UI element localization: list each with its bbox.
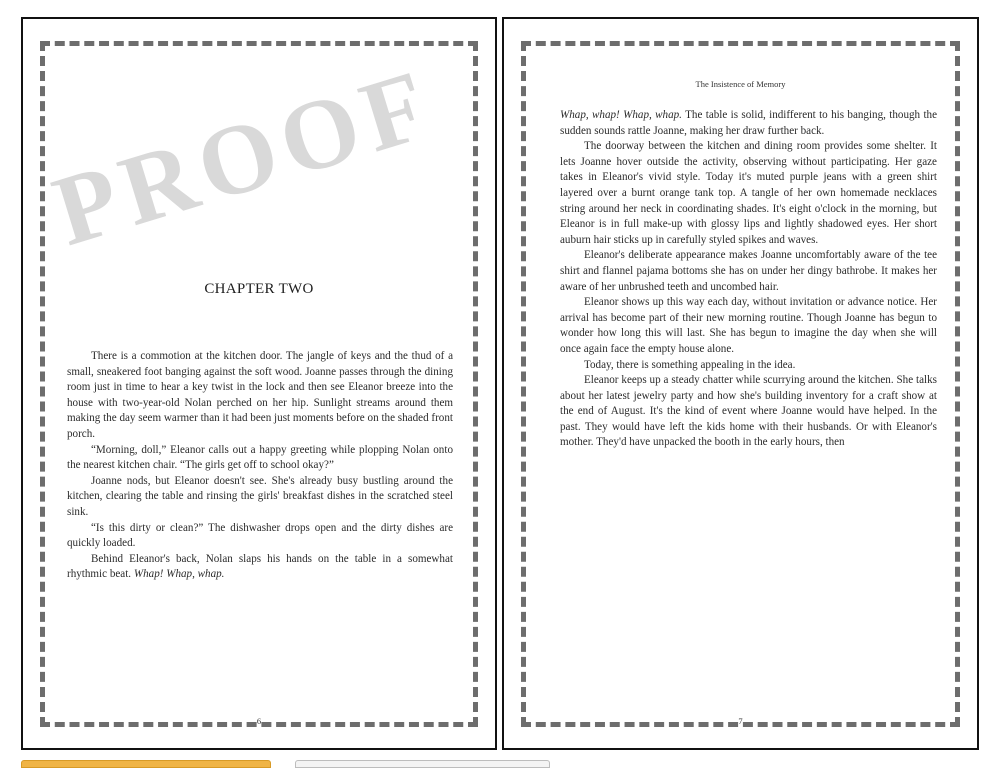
paragraph: Behind Eleanor's back, Nolan slaps his hands on the table in a somewhat rhythmic beat. Whap! Whap, whap. bbox=[67, 552, 453, 581]
paragraph: Eleanor shows up this way each day, without invitation or advance notice. Her arrival has become part of their new morning routine. Though Joanne has begun to wonder how long this will last. She has begun to imagine the day when she will once again face the empty house alone. bbox=[560, 296, 937, 355]
primary-action-button[interactable] bbox=[21, 760, 271, 768]
proof-watermark: PROOF bbox=[41, 46, 447, 268]
body-text bbox=[560, 108, 937, 451]
paragraph: Whap, whap! Whap, whap. The table is solid, indifferent to his banging, though the sudden sounds rattle Joanne, making her draw further back. bbox=[560, 109, 938, 137]
paragraph: There is a commotion at the kitchen door. The jangle of keys and the thud of a small, sneakered foot banging against the soft wood. Joanne passes through the dining room just in time to hear a key twist in the lock and then see Eleanor breeze into the house with two-year-old Nolan perched on her hip. Sunlight streams around them making the day seem warmer than it had been just moments before on the shaded front porch. bbox=[67, 350, 453, 440]
paragraph: The doorway between the kitchen and dining room provides some shelter. It lets Joanne hover outside the activity, observing without participating. Her gaze takes in Eleanor's vivid style. Today it's muted purple jeans with a green shirt layered over a burnt orange tank top. A tangle of her own homemade necklaces string around her neck in coordinating shades. It's eight o'clock in the morning, but Eleanor is in full make-up with glossy lips and lightly shadowed eyes. Her short auburn hair sticks up in carefully styled spikes and waves. bbox=[560, 140, 937, 246]
page-number: 7 bbox=[738, 716, 743, 726]
page-number: 6 bbox=[256, 716, 262, 726]
left-page bbox=[21, 17, 497, 750]
italic-sound: Whap, whap! Whap, whap. bbox=[560, 109, 682, 121]
paragraph: “Morning, doll,” Eleanor calls out a happy greeting while plopping Nolan onto the nearest kitchen chair. “The girls get off to school okay?” bbox=[67, 443, 453, 472]
running-head: The Insistence of Memory bbox=[695, 79, 786, 89]
paragraph: Joanne nods, but Eleanor doesn't see. She's already busy bustling around the kitchen, clearing the table and rinsing the girls' breakfast dishes in the scratched steel sink. bbox=[67, 474, 453, 518]
secondary-action-button[interactable] bbox=[295, 760, 550, 768]
right-page bbox=[502, 17, 979, 750]
body-text bbox=[67, 349, 453, 583]
paragraph: “Is this dirty or clean?” The dishwasher drops open and the dirty dishes are quickly loaded. bbox=[67, 521, 453, 550]
chapter-title: CHAPTER TWO bbox=[204, 281, 314, 297]
italic-sound: Whap! Whap, whap. bbox=[133, 568, 225, 581]
paragraph: Eleanor keeps up a steady chatter while scurrying around the kitchen. She talks about her latest jewelry party and how she's building inventory for a craft show at the end of August. It's the kind of event where Joanne would have helped. In the past. They would have left the kids home with their husbands. Or with Eleanor's mother. They'd have unpacked the booth in the early hours, then bbox=[560, 374, 937, 449]
paragraph: Today, there is something appealing in the idea. bbox=[584, 358, 796, 371]
paragraph: Eleanor's deliberate appearance makes Joanne uncomfortably aware of the tee shirt and flannel pajama bottoms she has on under her dingy bathrobe. It makes her aware of her unbrushed teeth and uncombed hair. bbox=[560, 249, 937, 293]
